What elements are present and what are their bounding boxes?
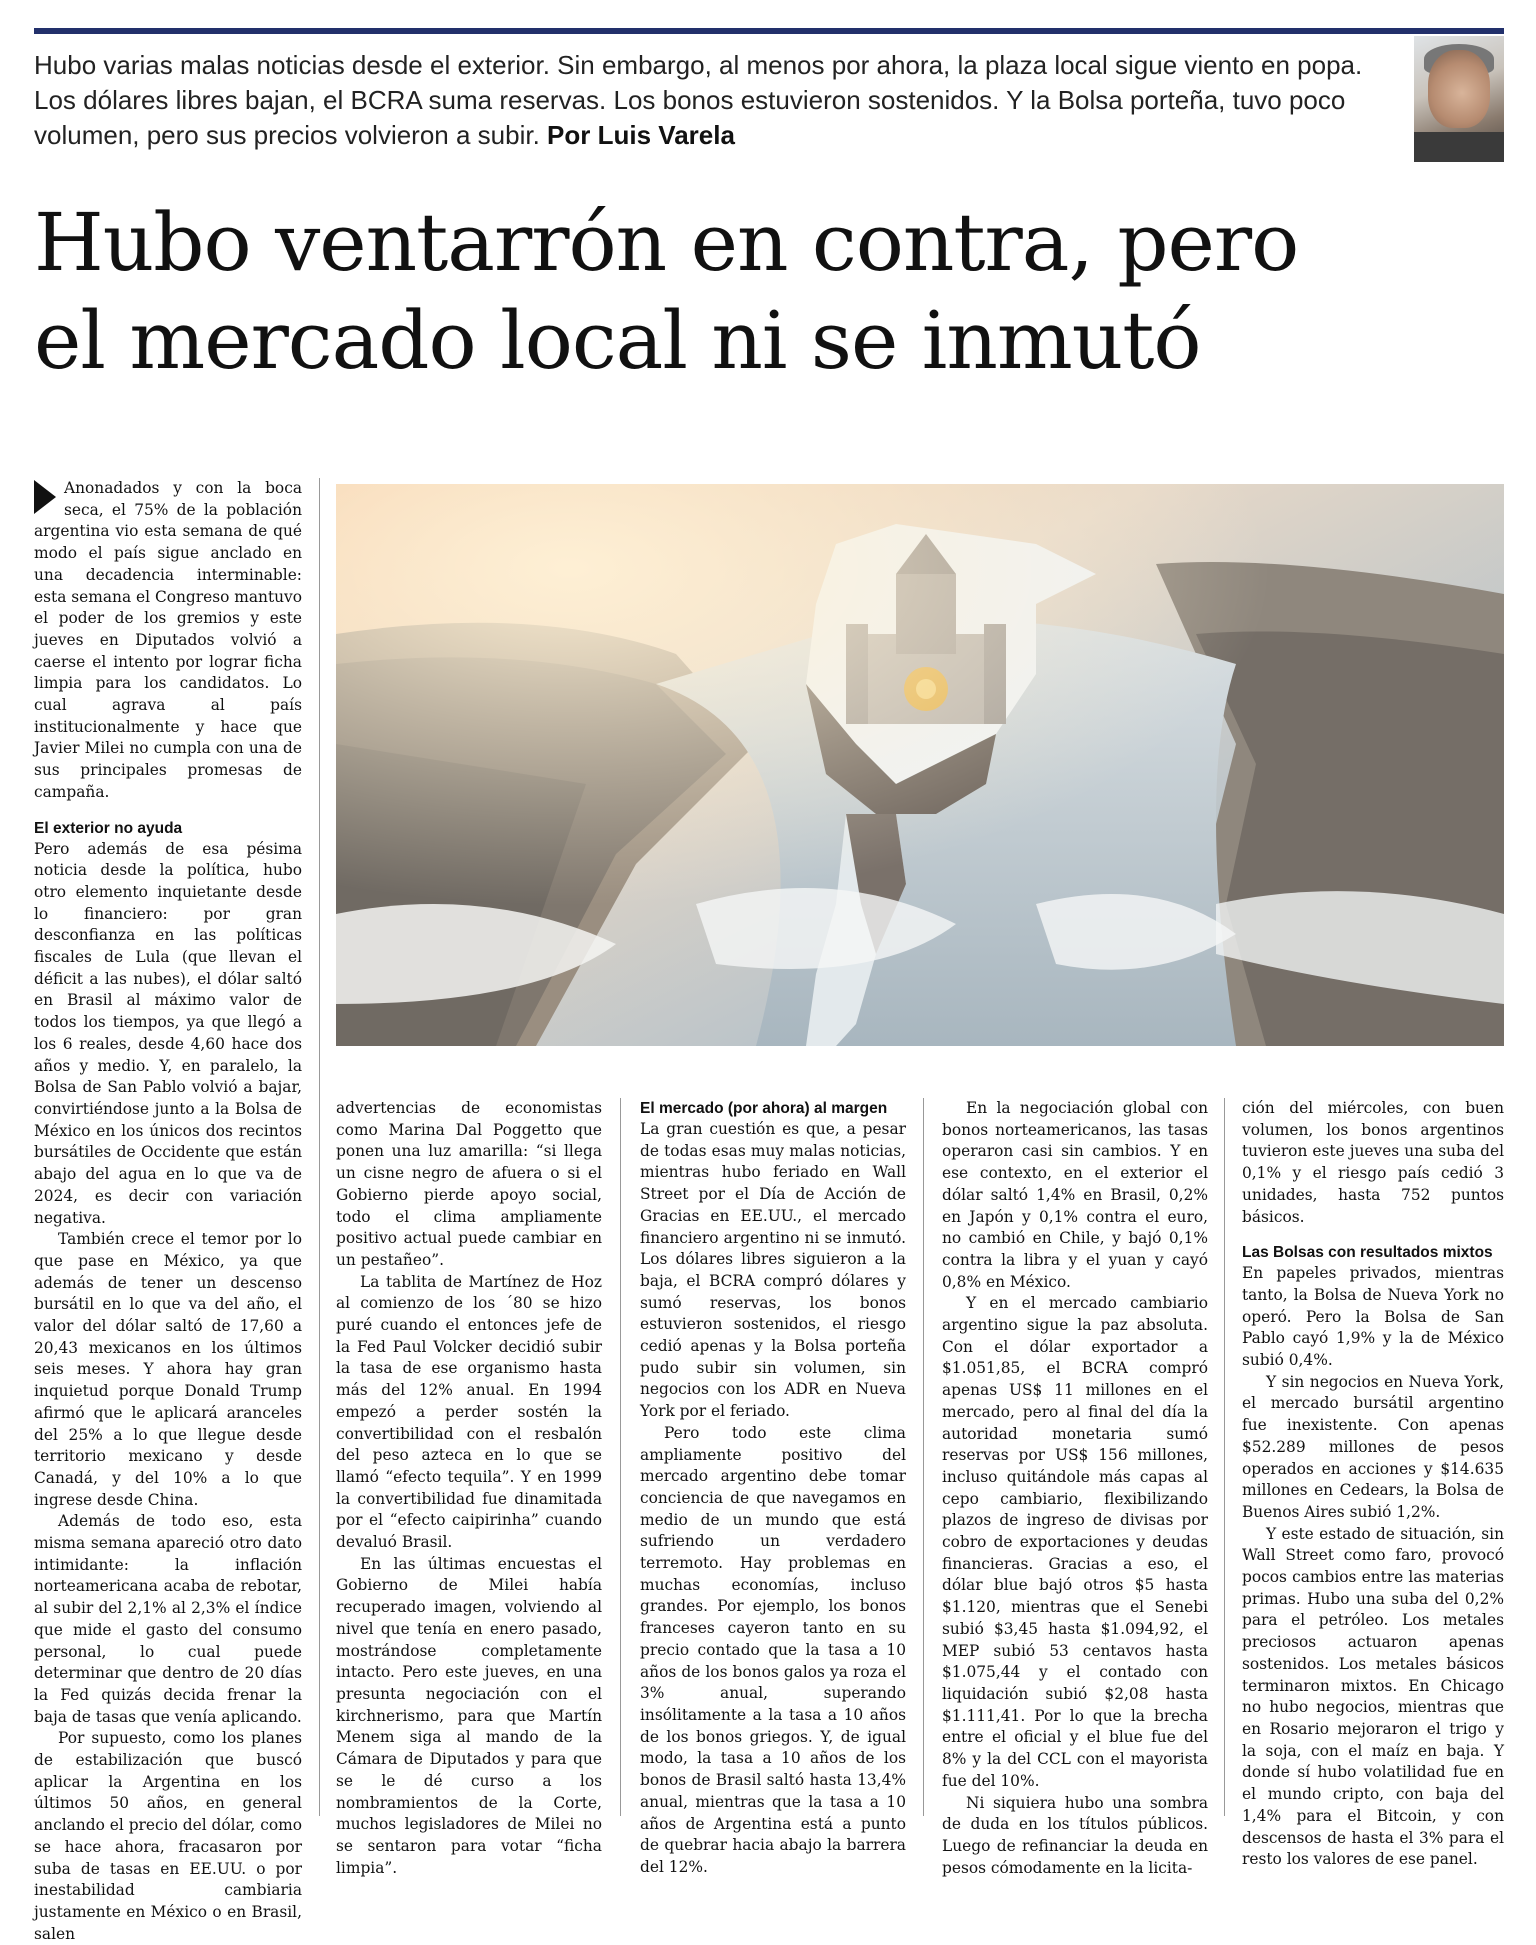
column-rule [620,1098,621,1816]
paragraph: Además de todo eso, esta misma semana apareció otro dato intimidante: la inflación norteamericana acaba de rebotar, al subir del 2,1% al 2,3% el índice que mide el gasto del consumo personal, lo cual puede determinar que dentro de 20 días la Fed quizás decida frenar la baja de tasas que venía aplicando. [34,1512,302,1726]
paragraph: Anonadados y con la boca seca, el 75% de la población argentina vio esta semana de qué modo el país sigue anclado en una decadencia interminable: esta semana el Congreso mantuvo el poder de los gremios y este jueves en Diputados volvió a caerse el intento por lograr ficha limpia para los candidatos. Lo cual agrava al país institucionalmente y hace que Javier Milei no cumpla con una de sus principales promesas de campaña. [34,479,303,801]
paragraph: Ni siquiera hubo una sombra de duda en los títulos públicos. Luego de refinanciar la deuda en pesos cómodamente en la licita- [942,1793,1208,1877]
top-rule [34,28,1504,34]
paragraph: Pero además de esa pésima noticia desde la política, hubo otro elemento inquietante desde lo financiero: por gran desconfianza en las políticas fiscales de Lula (que llevan el déficit a las nubes), el dólar saltó en Brasil al máximo valor de todos los tiempos, ya que llegó a los 6 reales, desde 4,60 hace dos años y medio. Y, en paralelo, la Bolsa de San Pablo volvió a bajar, convirtiéndose junto a la Bolsa de México en los únicos dos recintos bursátiles de Occidente que están abajo del agua en lo que va de 2024, es decir con variación negativa. [34,839,302,1227]
paragraph: Por supuesto, como los planes de estabilización que buscó aplicar la Argentina en los últimos 50 años, en general anclando el precio del dólar, como se hace ahora, fracasaron por suba de tasas en EE.UU. o por inestabilidad cambiaria justamente en México o en Brasil, salen [34,1729,302,1943]
column-rule [923,1098,924,1816]
paragraph: ción del miércoles, con buen volumen, los bonos argentinos tuvieron este jueves una suba del 0,1% y el riesgo país cedió 3 unidades, hasta 752 puntos básicos. [1242,1099,1504,1226]
author-photo [1414,36,1504,162]
article-column-2 [336,1098,602,1879]
paragraph: También crece el temor por lo que pase en México, ya que además de tener un descenso bursátil en lo que va del año, el valor del dólar saltó de 17,60 a 20,43 mexicanos en los últimos seis meses. Y ahora hay gran inquietud porque Donald Trump afirmó que le aplicará aranceles del 25% a lo que llegue desde territorio mexicano y desde Canadá, y del 10% a lo que ingrese desde China. [34,1230,302,1509]
paragraph: Y este estado de situación, sin Wall Street como faro, provocó pocos cambios entre las materias primas. Hubo una suba del 0,2% para el petróleo. Los metales preciosos actuaron apenas sostenidos. Los metales básicos terminaron mixtos. En Chicago no hubo negocios, mientras que en Rosario mejoraron el trigo y la soja, con el maíz en baja. Y donde sí hubo volatilidad fue en el mundo cripto, con baja del 1,4% para el Bitcoin, y con descensos de hasta el 3% para el resto los valores de ese panel. [1242,1524,1504,1869]
paragraph: Pero todo este clima ampliamente positivo del mercado argentino debe tomar conciencia de que navegamos en medio de un mundo que está sufriendo un verdadero terremoto. Hay problemas en muchas economías, incluso grandes. Por ejemplo, los bonos franceses cayeron tanto en su precio contado que la tasa a 10 años de los bonos galos ya roza el 3% anual, superando insólitamente a la tasa a 10 años de los bonos griegos. Y, de igual modo, la tasa a 10 años de los bonos de Brasil saltó hasta 13,4% anual, mientras que la tasa a 10 años de Argentina está a punto de quebrar hacia abajo la barrera del 12%. [640,1423,906,1876]
subheading: Las Bolsas con resultados mixtos [1242,1244,1493,1262]
paragraph: En papeles privados, mientras tanto, la Bolsa de Nueva York no operó. Pero la Bolsa de San Pablo cayó 1,9% y la de México subió 0,4%. [1242,1264,1504,1370]
column-rule [319,478,320,1816]
headline-line-1: Hubo ventarrón en contra, pero [34,196,1299,289]
paragraph: advertencias de economistas como Marina Dal Poggetto que ponen una luz amarilla: “si llega un cisne negro de afuera o si el Gobierno pierde apoyo social, todo el clima ampliamente positivo actual puede cambiar en un pestañeo”. [336,1099,602,1269]
paragraph: Y en el mercado cambiario argentino sigue la paz absoluta. Con el dólar exportador a $1.051,85, el BCRA compró apenas US$ 11 millones en el mercado, pero al final del día la autoridad monetaria sumó reservas por US$ 156 millones, incluso quitándole más capas al cepo cambiario, flexibilizando plazos de ingreso de divisas por cobro de exportaciones y deudas financieras. Gracias a eso, el dólar blue bajó otros $5 hasta $1.120, mientras que el Senebi subió $3,45 hasta $1.094,92, el MEP subió 53 centavos hasta $1.075,44 y el contado con liquidación subió $2,08 hasta $1.111,41. Por lo que la brecha entre el oficial y el blue fue del 8% y la del CCL con el mayorista fue del 10%. [942,1294,1208,1790]
paragraph: La gran cuestión es que, a pesar de todas esas muy malas noticias, mientras hubo feriado en Wall Street por el Día de Acción de Gracias en EE.UU., el mercado financiero argentino ni se inmutó. Los dólares libres siguieron a la baja, el BCRA compró dólares y sumó reservas, los bonos estuvieron sostenidos, el riesgo cedió apenas y la Bolsa porteña pudo subir sin volumen, sin negocios con los ADR en Nueva York por el feriado. [640,1120,906,1421]
headline-line-2: el mercado local ni se inmutó [34,294,1201,387]
article-column-1 [34,478,302,1945]
article-column-4 [942,1098,1208,1879]
headline [34,194,1514,390]
paragraph: Y sin negocios en Nueva York, el mercado bursátil argentino fue inexistente. Con apenas $52.289 millones de pesos operados en acciones y $14.635 millones en Cedears, la Bolsa de Buenos Aires subió 1,2%. [1242,1372,1504,1521]
paragraph: En la negociación global con bonos norteamericanos, las tasas operaron casi sin cambios. Y en ese contexto, en el exterior el dólar saltó 1,4% en Brasil, 0,2% en Japón y 0,1% contra el euro, no cambió en Chile, y bajó 0,1% contra la libra y el yuan y cayó 0,8% en México. [942,1099,1208,1291]
hero-illustration [336,484,1504,1046]
article-column-3 [640,1098,906,1879]
paragraph: La tablita de Martínez de Hoz al comienzo de los ´80 se hizo puré cuando el entonces jefe de la Fed Paul Volcker decidió subir la tasa de ese organismo hasta más del 12% anual. En 1994 empezó a perder sostén la convertibilidad con el resbalón del peso azteca en lo que se llamó “efecto tequila”. Y en 1999 la convertibilidad fue dinamitada por el “efecto caipirinha” cuando devaluó Brasil. [336,1272,602,1552]
subheading: El mercado (por ahora) al margen [640,1100,888,1117]
article-start-marker-icon [34,480,56,514]
article-column-5 [1242,1098,1504,1871]
subheading: El exterior no ayuda [34,819,183,837]
lead-paragraph [34,48,1394,153]
paragraph: En las últimas encuestas el Gobierno de Milei había recuperado imagen, volviendo al nivel que tenía en enero pasado, mostrándose completamente intacto. Pero este jueves, en una presunta negociación con el kirchnerismo, para que Martín Menem siga al mando de la Cámara de Diputados y para que se le dé curso a los nombramientos de la Corte, muchos legisladores de Milei no se sentaron para votar “ficha limpia”. [336,1554,602,1877]
byline: Por Luis Varela [547,120,735,150]
column-rule [1224,1098,1225,1816]
lead-text: Hubo varias malas noticias desde el exterior. Sin embargo, al menos por ahora, la plaza local sigue viento en popa. Los dólares libres bajan, el BCRA suma reservas. Los bonos estuvieron sostenidos. Y la Bolsa porteña, tuvo poco volumen, pero sus precios volvieron a subir. [34,50,1363,150]
